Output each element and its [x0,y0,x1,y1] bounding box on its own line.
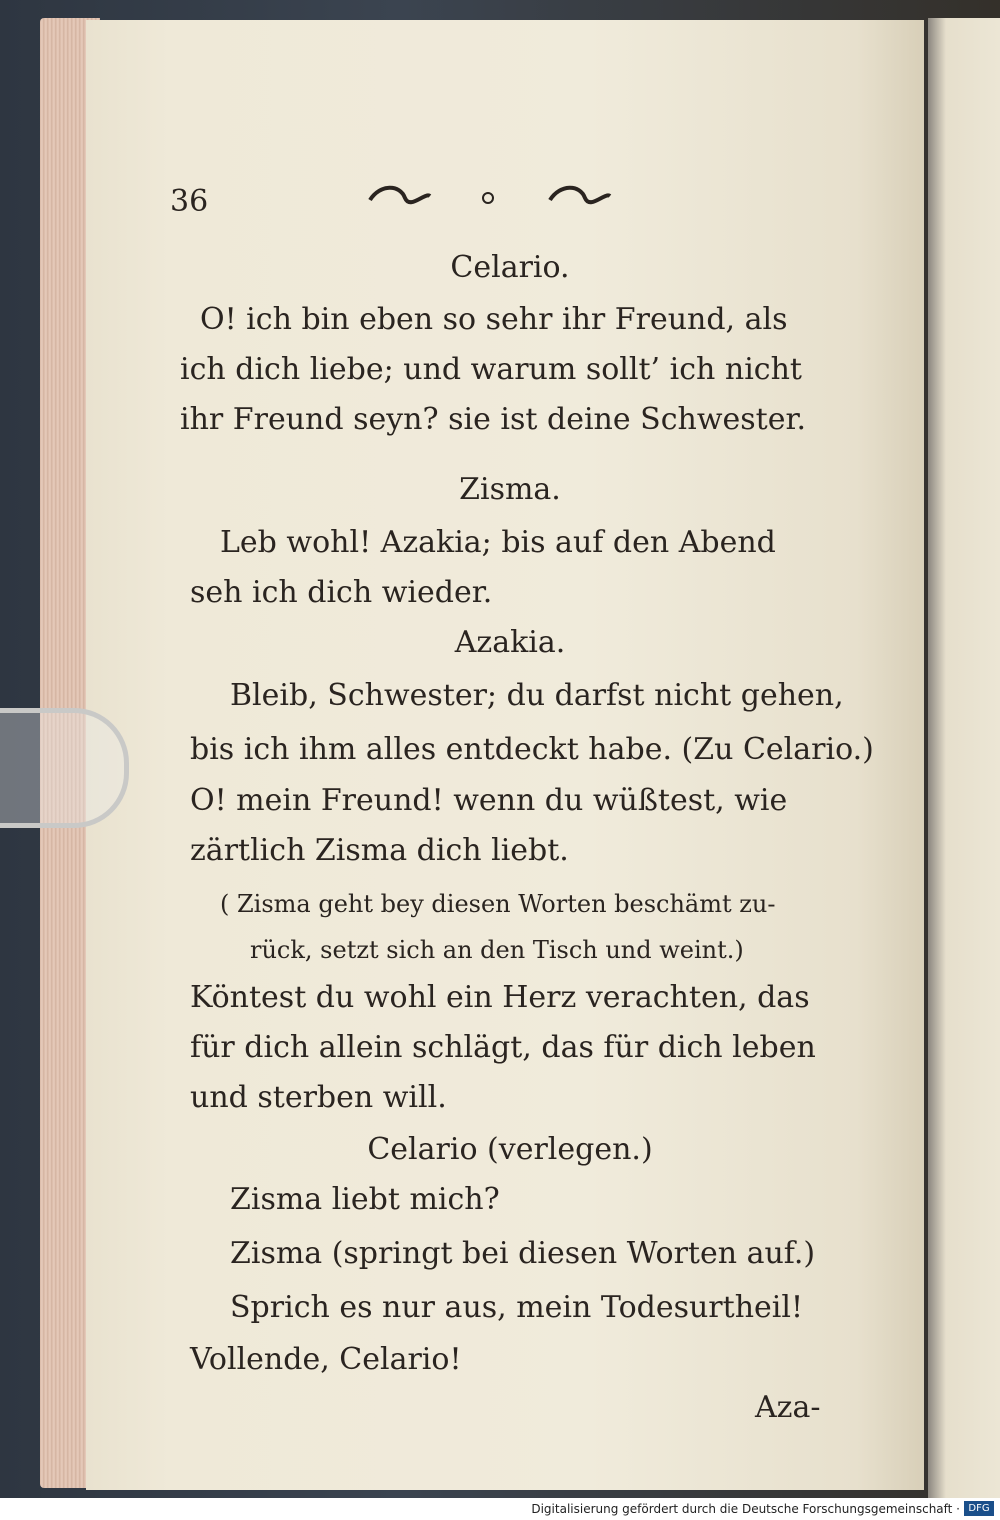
speaker-heading: Azakia. [454,625,566,660]
page-number: 36 [170,184,209,219]
text-line: Köntest du wohl ein Herz verachten, das [190,980,810,1015]
speaker-heading: Zisma (springt bei diesen Worten auf.) [230,1236,816,1271]
text-line: seh ich dich wieder. [190,575,493,610]
facing-page-edge [928,18,1000,1498]
text-line: O! ich bin eben so sehr ihr Freund, als [200,302,788,337]
footer-credit: Digitalisierung gefördert durch die Deutsche Forschungsgemeinschaft · [531,1502,960,1516]
text-line: Sprich es nur aus, mein Todesurtheil! [230,1290,804,1325]
text-line: ihr Freund seyn? sie ist deine Schwester. [180,402,807,437]
header-ornament [360,182,620,212]
catchword: Aza- [755,1390,821,1425]
text-line: zärtlich Zisma dich liebt. [190,833,569,868]
stage-direction: ( Zisma geht bey diesen Worten beschämt zu- [220,890,776,918]
text-line: O! mein Freund! wenn du wüßtest, wie [190,783,788,818]
stage-direction: rück, setzt sich an den Tisch und weint.) [250,936,744,964]
text-line: Bleib, Schwester; du darfst nicht gehen, [230,678,844,713]
speaker-heading: Celario (verlegen.) [367,1132,653,1167]
text-line: bis ich ihm alles entdeckt habe. (Zu Celario.) [190,732,874,767]
text-line: Zisma liebt mich? [230,1182,500,1217]
text-line: und sterben will. [190,1080,447,1115]
text-line: ich dich liebe; und warum sollt’ ich nicht [180,352,802,387]
text-line: Vollende, Celario! [190,1342,462,1377]
speaker-heading: Celario. [450,250,570,285]
speaker-heading: Zisma. [459,472,561,507]
dfg-logo: DFG [964,1501,994,1516]
footer-bar [0,1498,1000,1520]
page-clip [0,708,129,828]
text-line: für dich allein schlägt, das für dich leben [190,1030,816,1065]
text-line: Leb wohl! Azakia; bis auf den Abend [220,525,776,560]
